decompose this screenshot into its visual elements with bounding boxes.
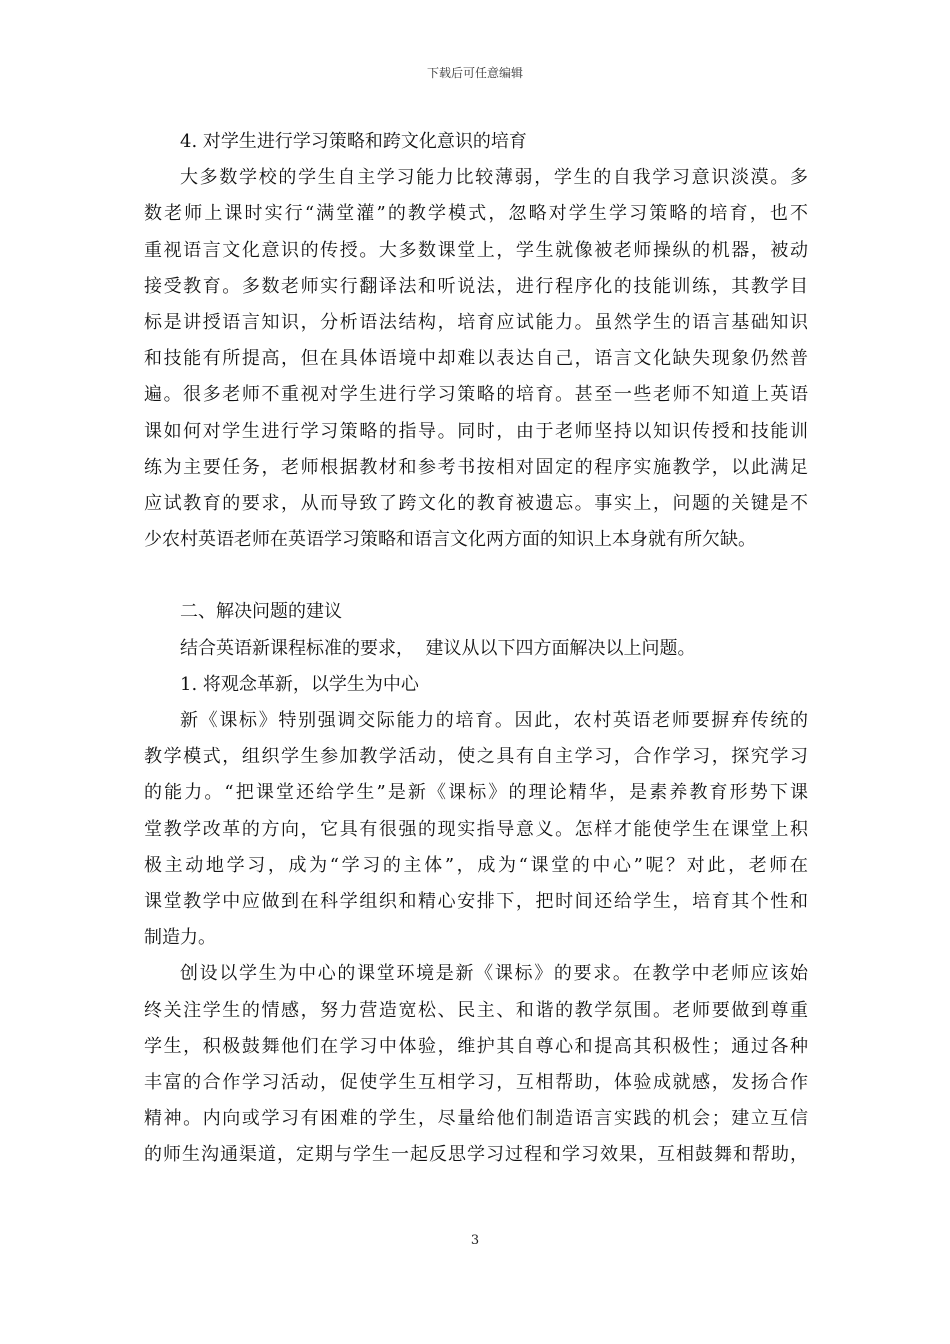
paragraph-line: 和技能有所提高，但在具体语境中却难以表达自己，语言文化缺失现象仍然普 [144,348,808,370]
paragraph-line: 课堂教学中应做到在科学组织和精心安排下，把时间还给学生，培育其个性和 [144,890,808,912]
paragraph-line: 接受教育。多数老师实行翻译法和听说法，进行程序化的技能训练，其教学目 [144,275,808,297]
paragraph-line: 练为主要任务，老师根据教材和参考书按相对固定的程序实施教学，以此满足 [144,456,808,478]
paragraph-line: 应试教育的要求，从而导致了跨文化的教育被遗忘。事实上，问题的关键是不 [144,492,808,514]
paragraph-line: 新《课标》特别强调交际能力的培育。因此，农村英语老师要摒弃传统的 [180,710,808,731]
paragraph-line: 创设以学生为中心的课堂环境是新《课标》的要求。在教学中老师应该始 [180,963,808,985]
paragraph-line: 数老师上课时实行“满堂灌”的教学模式，忽略对学生学习策略的培育，也不 [144,203,808,225]
page-number: 3 [470,1233,480,1248]
paragraph-line: 精神。内向或学习有困难的学生，尽量给他们制造语言实践的机会；建立互信 [144,1108,808,1130]
paragraph-line: 遍。很多老师不重视对学生进行学习策略的培育。甚至一些老师不知道上英语 [144,384,808,406]
paragraph-line: 丰富的合作学习活动，促使学生互相学习，互相帮助，体验成就感，发扬合作 [144,1071,808,1093]
paragraph-learning-strategy [144,160,808,558]
paragraph-line: 少农村英语老师在英语学习策略和语言文化两方面的知识上本身就有所欠缺。 [144,529,756,551]
paragraph-line: 的师生沟通渠道，定期与学生一起反思学习过程和学习效果，互相鼓舞和帮助， [144,1144,808,1166]
paragraph-line: 教学模式，组织学生参加教学活动，使之具有自主学习，合作学习，探究学习 [144,746,808,768]
document-body [144,124,808,1173]
paragraph-line: 制造力。 [144,927,216,949]
paragraph-line: 的能力。“把课堂还给学生”是新《课标》的理论精华，是素养教育形势下课 [144,782,808,804]
paragraph-line: 标是讲授语言知识，分析语法结构，培育应试能力。虽然学生的语言基础知识 [144,311,808,333]
paragraph-line: 学生，积极鼓舞他们在学习中体验，维护其自尊心和提高其积极性；通过各种 [144,1035,808,1057]
subheading-1: 1. 将观念革新，以学生为中心 [180,673,419,695]
paragraph-line: 重视语言文化意识的传授。大多数课堂上，学生就像被老师操纵的机器，被动 [144,239,808,261]
paragraph-line: 堂教学改革的方向，它具有很强的现实指导意义。怎样才能使学生在课堂上积 [144,818,808,840]
blank-line [144,558,808,594]
section-heading: 二、解决问题的建议 [180,601,342,623]
paragraph-line: 终关注学生的情感，努力营造宽松、民主、和谐的教学氛围。老师要做到尊重 [144,999,808,1021]
page-header: 下载后可任意编辑 [426,66,523,80]
paragraph-line: 极主动地学习，成为“学习的主体”，成为“课堂的中心”呢？对此，老师在 [144,854,808,876]
paragraph-classroom-environment [144,956,808,1173]
paragraph-student-center [144,703,808,956]
section-intro: 结合英语新课程标准的要求， 建议从以下四方面解决以上问题。 [180,637,696,659]
paragraph-line: 大多数学校的学生自主学习能力比较薄弱，学生的自我学习意识淡漠。多 [180,167,808,189]
paragraph-line: 课如何对学生进行学习策略的指导。同时，由于老师坚持以知识传授和技能训 [144,420,808,442]
subheading-4: 4. 对学生进行学习策略和跨文化意识的培育 [180,131,527,152]
